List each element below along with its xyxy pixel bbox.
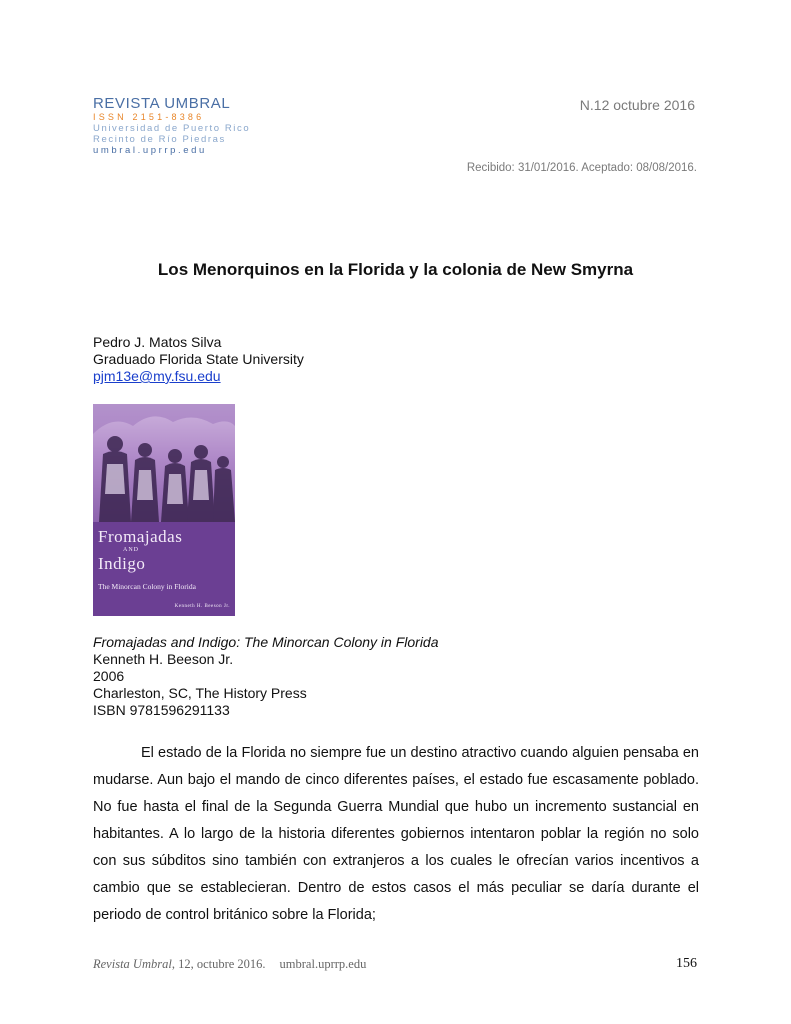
cover-title-line1: Fromajadas <box>98 527 183 546</box>
book-publisher: Charleston, SC, The History Press <box>93 685 307 701</box>
journal-masthead <box>93 95 250 156</box>
author-name: Pedro J. Matos Silva <box>93 334 222 350</box>
book-title: Fromajadas and Indigo: The Minorcan Colony in Florida <box>93 634 439 650</box>
author-affiliation: Graduado Florida State University <box>93 351 304 367</box>
article-title: Los Menorquinos en la Florida y la colonia de New Smyrna <box>157 260 634 279</box>
cover-and: AND <box>123 547 139 553</box>
journal-title: REVISTA UMBRAL <box>93 95 231 112</box>
footer-journal-name: Revista Umbral <box>93 957 172 971</box>
body-paragraph: El estado de la Florida no siempre fue un destino atractivo cuando alguien pensaba en mudarse. Aun bajo el mando de cinco diferentes países, el estado fue escasamente poblado. No fue hasta el final de la Segunda Guerra Mundial que hubo un incremento sustancial en habitantes. A lo largo de la historia diferentes gobiernos intentaron poblar la región no solo con sus súbditos sino también con extranjeros a los cuales le ofrecían varios incentivos a cambio que se establecieran. Dentro de estos casos el más peculiar se daría durante el periodo de control británico sobre la Florida; <box>93 745 699 923</box>
campus-name: Recinto de Río Piedras <box>93 134 226 145</box>
cover-title-line2: Indigo <box>98 554 146 573</box>
book-isbn: ISBN 9781596291133 <box>93 702 230 718</box>
footer-citation-rest: , 12, octubre 2016. <box>171 957 266 971</box>
cover-subtitle: The Minorcan Colony in Florida <box>98 582 196 591</box>
author-info <box>93 334 304 385</box>
footer-citation <box>93 957 366 972</box>
author-email-link[interactable]: pjm13e@my.fsu.edu <box>93 368 221 384</box>
page-number: 156 <box>676 956 697 971</box>
book-reference <box>93 634 439 719</box>
issue-label: N.12 octubre 2016 <box>579 97 695 113</box>
journal-website: umbral.uprrp.edu <box>93 145 207 156</box>
cover-illustration <box>93 404 235 522</box>
issn: ISSN 2151-8386 <box>93 112 205 122</box>
book-cover-image <box>93 404 235 616</box>
book-year: 2006 <box>93 668 125 684</box>
cover-figures-illustration <box>93 404 235 522</box>
university-name: Universidad de Puerto Rico <box>93 123 251 134</box>
cover-author: Kenneth H. Beeson Jr. <box>174 604 230 609</box>
book-author: Kenneth H. Beeson Jr. <box>93 651 234 667</box>
received-accepted-dates: Recibido: 31/01/2016. Aceptado: 08/08/2016. <box>466 162 697 174</box>
footer-website: umbral.uprrp.edu <box>279 957 367 971</box>
